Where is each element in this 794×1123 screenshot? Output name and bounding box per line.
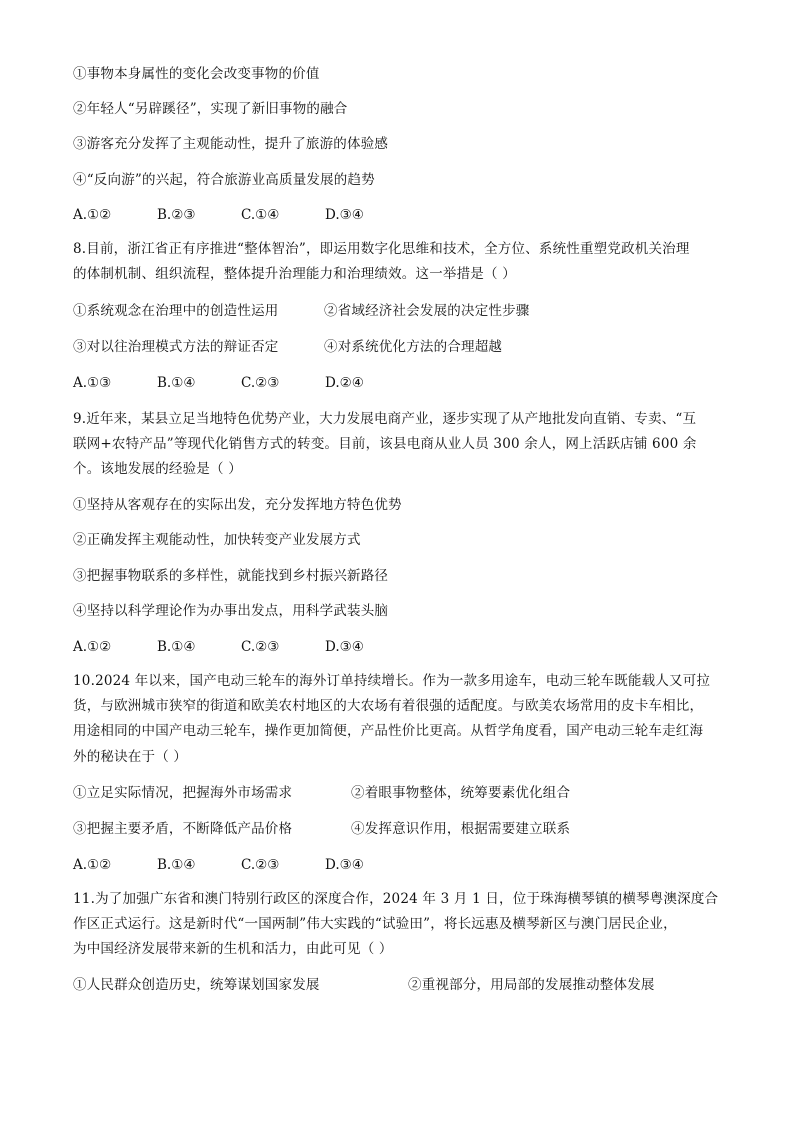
- option-c: C.②③: [241, 375, 280, 391]
- option-d: D.③④: [325, 857, 364, 873]
- option-b: B.②③: [157, 207, 196, 223]
- q10-stem-line-1: 10.2024 年以来，国产电动三轮车的海外订单持续增长。作为一款多用途车，电动三轮车既能载人又可拉: [73, 673, 711, 689]
- option-d: D.③④: [325, 639, 364, 655]
- q10-statement-3: ③把握主要矛盾，不断降低产品价格: [73, 821, 293, 837]
- q9-statement-4: ④坚持以科学理论作为办事出发点，用科学武装头脑: [73, 603, 389, 619]
- option-d: D.③④: [325, 207, 364, 223]
- q9-options: [73, 638, 364, 656]
- option-a: A.①③: [73, 375, 112, 391]
- q8-stem-line-1: 8.目前，浙江省正有序推进“整体智治”，即运用数字化思维和技术，全方位、系统性重塑党政机关治理: [73, 241, 690, 257]
- option-a: A.①②: [73, 639, 112, 655]
- q7-statement-3: ③游客充分发挥了主观能动性，提升了旅游的体验感: [73, 136, 389, 152]
- q7-statement-1: ①事物本身属性的变化会改变事物的价值: [73, 66, 320, 82]
- q9-stem-line-1: 9.近年来，某县立足当地特色优势产业，大力发展电商产业，逐步实现了从产地批发向直销、专卖、“互: [73, 411, 697, 427]
- q10-stem-line-2: 货，与欧洲城市狭窄的街道和欧美农村地区的大农场有着很强的适配度。与欧美农场常用的皮卡车相比，: [73, 698, 704, 714]
- q11-statement-2: ②重视部分，用局部的发展推动整体发展: [408, 977, 655, 993]
- q8-statement-3: ③对以往治理模式方法的辩证否定: [73, 339, 279, 355]
- q8-stem-line-2: 的体制机制、组织流程，整体提升治理能力和治理绩效。这一举措是（ ）: [73, 266, 516, 282]
- q9-stem-line-3: 个。该地发展的经验是（ ）: [73, 461, 242, 477]
- option-c: C.②③: [241, 639, 280, 655]
- q10-statement-2: ②着眼事物整体，统筹要素优化组合: [351, 785, 571, 801]
- option-b: B.①④: [157, 857, 196, 873]
- q10-statement-1: ①立足实际情况，把握海外市场需求: [73, 785, 293, 801]
- q11-statement-1: ①人民群众创造历史，统筹谋划国家发展: [73, 977, 320, 993]
- q9-statement-2: ②正确发挥主观能动性，加快转变产业发展方式: [73, 532, 361, 548]
- q11-stem-line-2: 作区正式运行。这是新时代“一国两制”伟大实践的“试验田”，将长远惠及横琴新区与澳门居民企业，: [73, 916, 677, 932]
- option-d: D.②④: [325, 375, 364, 391]
- option-a: A.①②: [73, 207, 112, 223]
- q11-stem-line-3: 为中国经济发展带来新的生机和活力，由此可见（ ）: [73, 941, 393, 957]
- q7-statement-2: ②年轻人“另辟蹊径”，实现了新旧事物的融合: [73, 101, 348, 117]
- q8-options: [73, 374, 364, 392]
- q10-options: [73, 856, 364, 874]
- q10-statement-4: ④发挥意识作用，根据需要建立联系: [351, 821, 571, 837]
- option-c: C.①④: [241, 207, 280, 223]
- q9-statement-1: ①坚持从客观存在的实际出发，充分发挥地方特色优势: [73, 497, 402, 513]
- q8-statement-1: ①系统观念在治理中的创造性运用: [73, 303, 279, 319]
- option-a: A.①②: [73, 857, 112, 873]
- q10-stem-line-4: 外的秘诀在于（ ）: [73, 749, 188, 765]
- q7-statement-4: ④“反向游”的兴起，符合旅游业高质量发展的趋势: [73, 172, 375, 188]
- q8-statement-4: ④对系统优化方法的合理超越: [324, 339, 503, 355]
- option-c: C.②③: [241, 857, 280, 873]
- option-b: B.①④: [157, 375, 196, 391]
- q9-statement-3: ③把握事物联系的多样性，就能找到乡村振兴新路径: [73, 568, 389, 584]
- option-b: B.①④: [157, 639, 196, 655]
- q7-options: [73, 206, 364, 224]
- q10-stem-line-3: 用途相同的中国产电动三轮车，操作更加简便，产品性价比更高。从哲学角度看，国产电动三轮车走红海: [73, 723, 704, 739]
- q8-statement-2: ②省域经济社会发展的决定性步骤: [324, 303, 530, 319]
- q9-stem-line-2: 联网+农特产品”等现代化销售方式的转变。目前，该县电商从业人员 300 余人，网上活跃店铺 600 余: [73, 436, 697, 452]
- q11-stem-line-1: 11.为了加强广东省和澳门特别行政区的深度合作，2024 年 3 月 1 日，位于珠海横琴镇的横琴粤澳深度合: [73, 891, 719, 907]
